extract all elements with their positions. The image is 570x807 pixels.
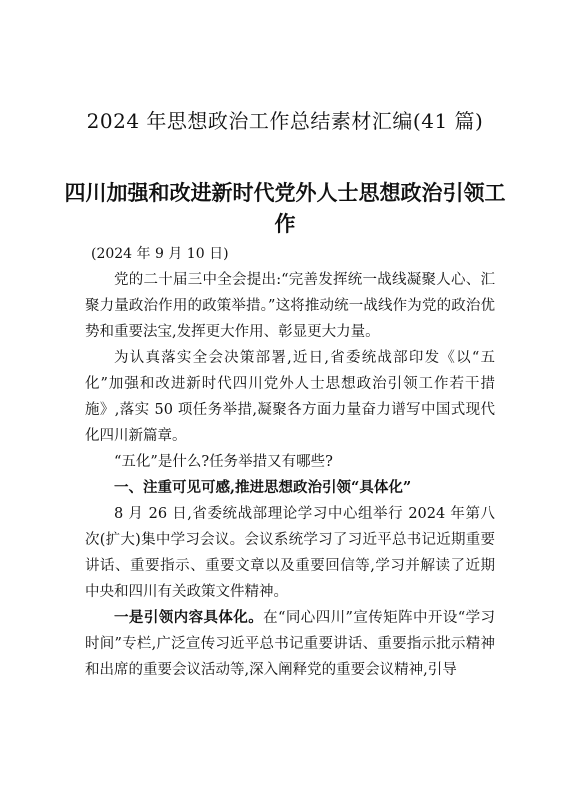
article-title: 四川加强和改进新时代党外人士思想政治引领工作 xyxy=(64,180,506,236)
point-one-lead: 一是引领内容具体化。 xyxy=(114,609,264,626)
article-body xyxy=(85,241,495,683)
question-line: “五化”是什么?任务举措又有哪些? xyxy=(114,454,333,470)
section-heading: 一、注重可见可感,推进思想政治引领“具体化” xyxy=(114,479,412,496)
paragraph-meeting: 8 月 26 日,省委统战部理论学习中心组举行 2024 年第八次(扩大)集中学习会议。会议系统学习了习近平总书记近期重要讲话、重要指示、重要文章以及重要回信等,学习并解读了近期中央和四川有关政策文件精神。 xyxy=(85,506,495,600)
paragraph-intro: 党的二十届三中全会提出:“完善发挥统一战线凝聚人心、汇聚力量政治作用的政策举措。”这将推动统一战线作为党的政治优势和重要法宝,发挥更大作用、彰显更大力量。 xyxy=(85,272,495,340)
document-title: 2024 年思想政治工作总结素材汇编(41 篇) xyxy=(86,109,484,133)
paragraph-measures: 为认真落实全会决策部署,近日,省委统战部印发《以“五化”加强和改进新时代四川党外人士思想政治引领工作若干措施》,落实 50 项任务举措,凝聚各方面力量奋力谱写中国式现代化四川新篇章。 xyxy=(85,350,495,444)
point-one-text: 在“同心四川”宣传矩阵中开设“学习时间”专栏,广泛宣传习近平总书记重要讲话、重要指示批示精神和出席的重要会议活动等,深入阐释党的重要会议精神,引导 xyxy=(85,610,495,678)
article-date: (2024 年 9 月 10 日) xyxy=(91,246,229,262)
paragraph-point-one xyxy=(85,605,495,683)
